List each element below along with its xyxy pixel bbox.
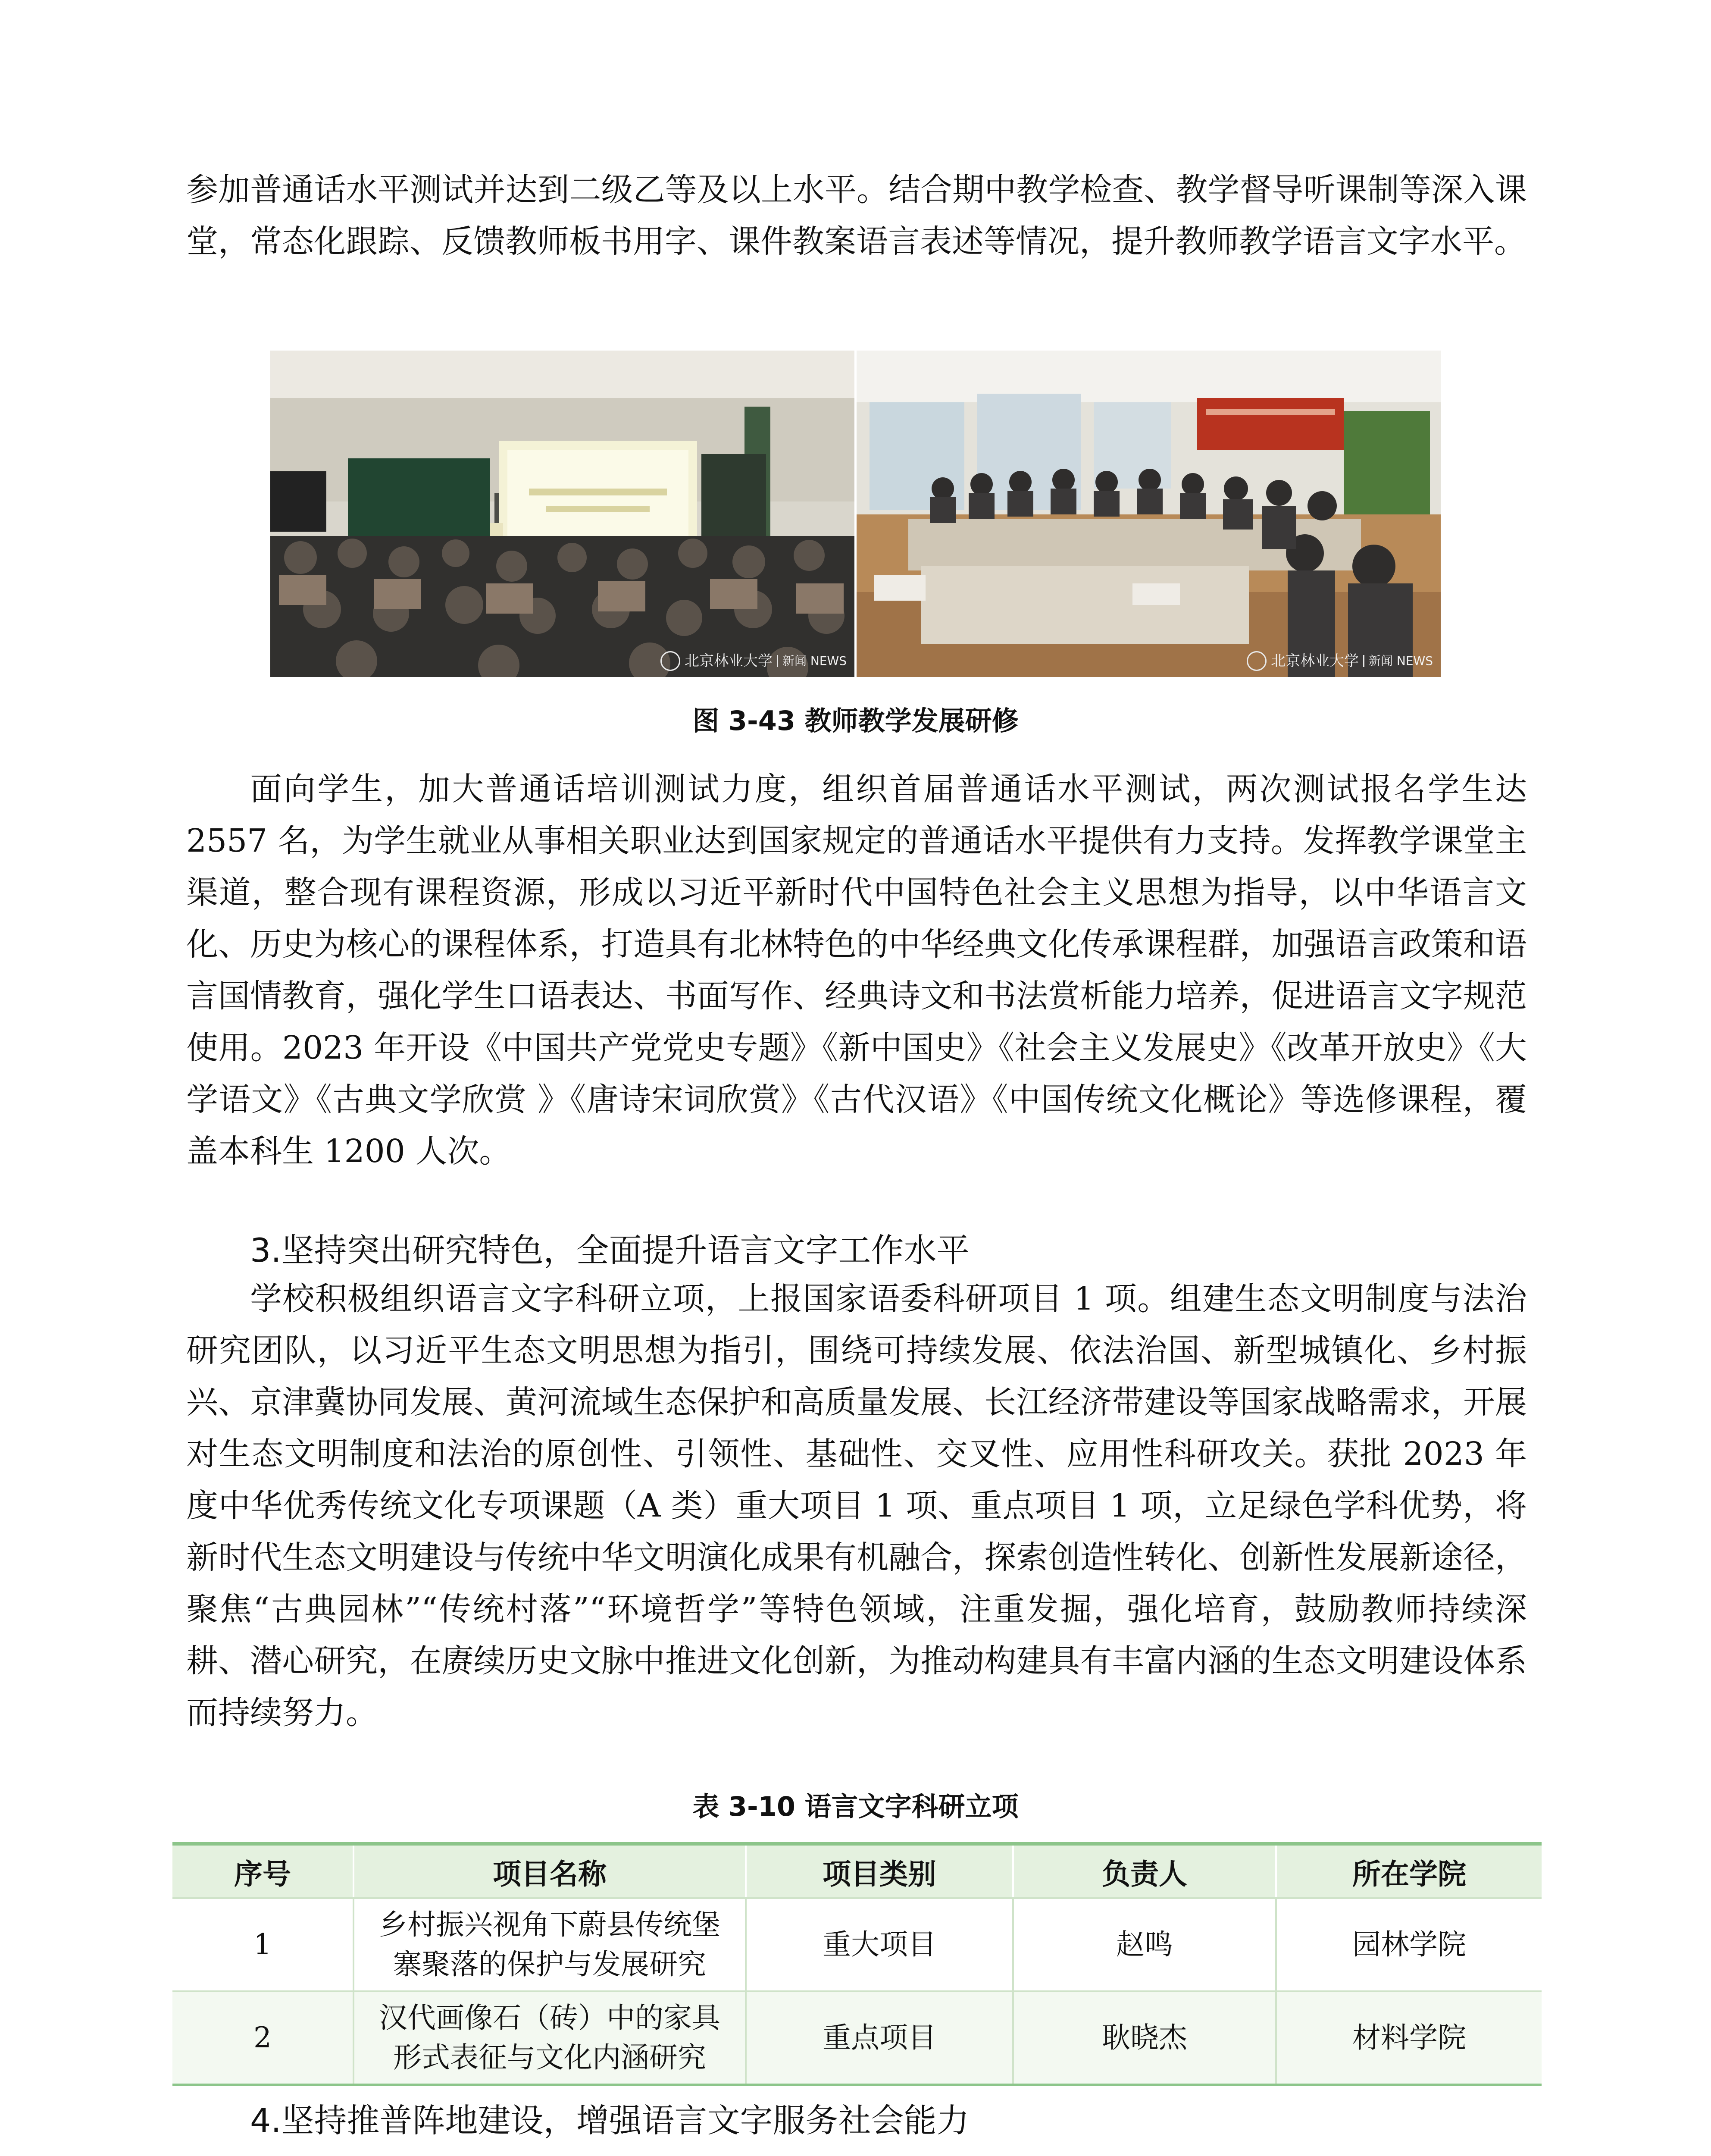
header-college: 所在学院	[1276, 1844, 1542, 1898]
university-seal-icon	[1247, 651, 1267, 671]
header-leader: 负责人	[1013, 1844, 1276, 1898]
cell-serial-no: 1	[172, 1898, 353, 1991]
cell-project-category: 重大项目	[746, 1898, 1013, 1991]
project-name-line: 乡村振兴视角下蔚县传统堡	[379, 1908, 720, 1941]
cell-college: 材料学院	[1276, 1991, 1542, 2085]
cell-serial-no: 2	[172, 1991, 353, 2085]
watermark-text: 北京林业大学	[685, 652, 773, 670]
header-project-name: 项目名称	[353, 1844, 746, 1898]
project-name-line: 汉代画像石（砖）中的家具	[379, 2001, 720, 2034]
paragraph-student-training: 面向学生，加大普通话培训测试力度，组织首届普通话水平测试，两次测试报名学生达 2557 名，为学生就业从事相关职业达到国家规定的普通话水平提供有力支持。发挥教学课堂主渠道，整合现有课程资源，形成以习近平新时代中国特色社会主义思想为指导，以中华语言文化、历史为核心的课程体系，打造具有北林特色的中华经典文化传承课程群，加强语言政策和语言国情教育，强化学生口语表达、书面写作、经典诗文和书法赏析能力培养，促进语言文字规范使用。2023 年开设《中国共产党党史专题》《新中国史》《社会主义发展史》《改革开放史》《大学语文》《古典文学欣赏 》《唐诗宋词欣赏》《古代汉语》《中国传统文化概论》等选修课程，覆盖本科生 1200 人次。	[186, 771, 1527, 1170]
watermark-news-label: 新闻 NEWS	[777, 655, 847, 667]
research-projects-table	[172, 1842, 1542, 2086]
project-name-line: 形式表征与文化内涵研究	[393, 2041, 706, 2074]
cell-project-category: 重点项目	[746, 1991, 1013, 2085]
cell-leader: 赵鸣	[1013, 1898, 1276, 1991]
cell-college: 园林学院	[1276, 1898, 1542, 1991]
paragraph-research: 学校积极组织语言文字科研立项，上报国家语委科研项目 1 项。组建生态文明制度与法治研究团队，以习近平生态文明思想为指引，围绕可持续发展、依法治国、新型城镇化、乡村振兴、京津冀协同发展、黄河流域生态保护和高质量发展、长江经济带建设等国家战略需求，开展对生态文明制度和法治的原创性、引领性、基础性、交叉性、应用性科研攻关。获批 2023 年度中华优秀传统文化专项课题（A 类）重大项目 1 项、重点项目 1 项，立足绿色学科优势，将新时代生态文明建设与传统中华文明演化成果有机融合，探索创造性转化、创新性发展新途径，聚焦“古典园林”“传统村落”“环境哲学”等特色领域，注重发掘，强化培育，鼓励教师持续深耕、潜心研究，在赓续历史文脉中推进文化创新，为推动构建具有丰富内涵的生态文明建设体系而持续努力。	[186, 1280, 1527, 1731]
project-name-line: 寨聚落的保护与发展研究	[393, 1948, 706, 1981]
cell-leader: 耿晓杰	[1013, 1991, 1276, 2085]
table-header-row	[172, 1844, 1542, 1898]
header-serial-no: 序号	[172, 1844, 353, 1898]
university-watermark	[660, 651, 847, 671]
watermark-news-label: 新闻 NEWS	[1363, 655, 1433, 667]
table-row	[172, 1991, 1542, 2085]
cell-project-name	[353, 1898, 746, 1991]
table-caption: 表 3-10 语言文字科研立项	[692, 1791, 1019, 1822]
meeting-room-photo	[857, 351, 1441, 677]
lecture-hall-photo	[270, 351, 854, 677]
figure-caption: 图 3-43 教师教学发展研修	[692, 705, 1019, 736]
university-seal-icon	[660, 651, 680, 671]
header-project-category: 项目类别	[746, 1844, 1013, 1898]
cell-project-name	[353, 1991, 746, 2085]
section-heading-4: 4.坚持推普阵地建设，增强语言文字服务社会能力	[250, 2101, 970, 2140]
table-row	[172, 1898, 1542, 1991]
section-heading-3: 3.坚持突出研究特色，全面提升语言文字工作水平	[250, 1231, 970, 1269]
watermark-text: 北京林业大学	[1271, 652, 1359, 670]
university-watermark	[1247, 651, 1433, 671]
figure-photos	[270, 351, 1441, 677]
paragraph-teacher-putonghua: 参加普通话水平测试并达到二级乙等及以上水平。结合期中教学检查、教学督导听课制等深入课堂，常态化跟踪、反馈教师板书用字、课件教案语言表述等情况，提升教师教学语言文字水平。	[186, 171, 1527, 260]
